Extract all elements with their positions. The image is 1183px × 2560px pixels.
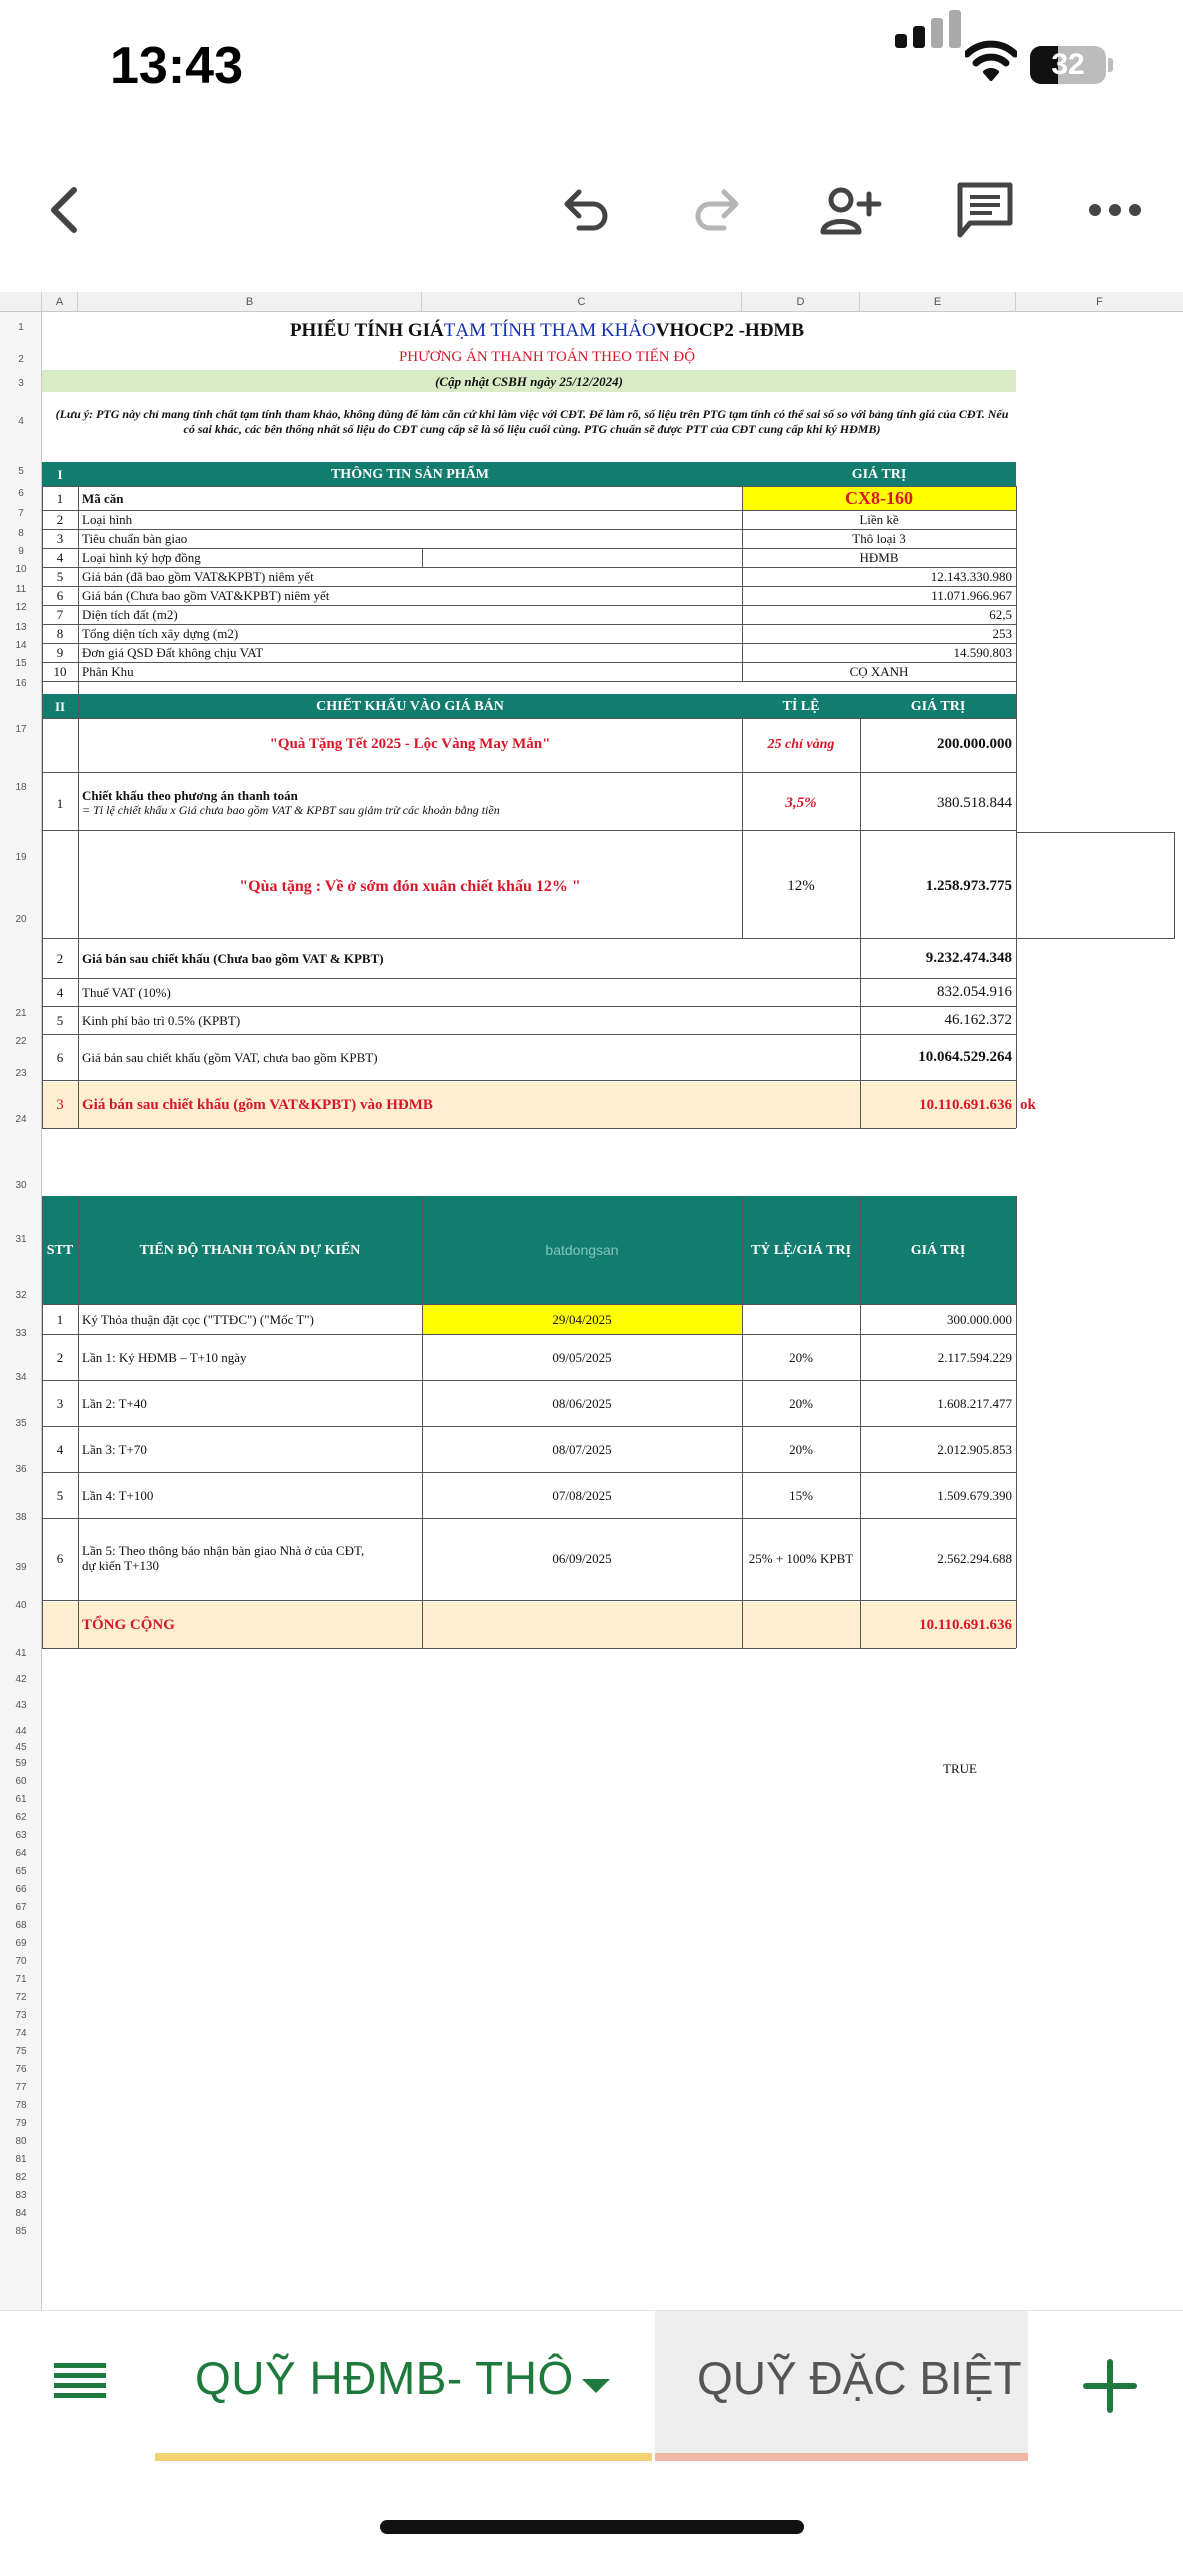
column-header-d[interactable]: D	[742, 292, 860, 312]
row-number[interactable]: 21	[15, 1008, 27, 1019]
final-row-no[interactable]: 3	[42, 1082, 78, 1128]
row-number[interactable]: 31	[15, 1234, 27, 1245]
more-button[interactable]	[1075, 170, 1155, 250]
info-row-label[interactable]: Diện tích đất (m2)	[82, 607, 178, 622]
row-number[interactable]: 60	[15, 1776, 27, 1787]
info-row-label[interactable]: Loại hình	[82, 512, 133, 527]
spreadsheet-grid[interactable]	[0, 292, 1183, 2312]
redo-button[interactable]	[678, 170, 758, 250]
battery-level: 32	[1051, 48, 1085, 81]
row-number[interactable]: 66	[15, 1884, 27, 1895]
row-number[interactable]: 82	[15, 2172, 27, 2183]
schedule-row-rate[interactable]	[742, 1304, 860, 1334]
discount-label: Chiết khấu theo phương án thanh toán	[82, 788, 298, 803]
info-row-value[interactable]: 11.071.966.967	[931, 588, 1012, 603]
section-2-number[interactable]: II	[42, 694, 78, 718]
row-number[interactable]: 19	[15, 852, 27, 863]
schedule-row-date[interactable]: 06/09/2025	[552, 1550, 612, 1566]
schedule-row-value[interactable]: 300.000.000	[947, 1311, 1012, 1327]
section-1-value-header[interactable]: GIÁ TRỊ	[742, 462, 1016, 486]
row-number[interactable]: 34	[15, 1372, 27, 1383]
info-row-no[interactable]: 10	[53, 664, 67, 679]
share-button[interactable]	[810, 170, 890, 250]
schedule-row-no[interactable]: 5	[56, 1487, 64, 1503]
title-part-3: VHOCP2 -HĐMB	[655, 319, 805, 341]
row-number[interactable]: 43	[15, 1700, 27, 1711]
schedule-row-value[interactable]: 1.509.679.390	[937, 1487, 1012, 1503]
row-number[interactable]: 9	[18, 546, 24, 557]
info-row-label[interactable]: Tiêu chuẩn bàn giao	[82, 531, 188, 546]
comment-button[interactable]	[945, 170, 1025, 250]
row-number[interactable]: 59	[15, 1758, 27, 1769]
discount-value[interactable]: 380.518.844	[937, 794, 1012, 811]
sheet-tab-bar	[0, 2310, 1183, 2460]
section-1-title[interactable]: THÔNG TIN SẢN PHẨM	[78, 462, 742, 486]
gift-2-label[interactable]: "Qùa tặng : Về ở sớm đón xuân chiết khấu 12% "	[239, 877, 581, 895]
sheet-subtitle[interactable]: PHƯƠNG ÁN THANH TOÁN THEO TIẾN ĐỘ	[398, 348, 696, 365]
battery-tip	[1108, 58, 1113, 72]
row-number[interactable]: 22	[15, 1036, 27, 1047]
final-row-value[interactable]: 10.110.691.636	[860, 1082, 1016, 1128]
clock: 13:43	[110, 37, 243, 95]
row-number[interactable]: 84	[15, 2208, 27, 2219]
home-indicator[interactable]	[380, 2520, 804, 2534]
all-sheets-button[interactable]	[40, 2341, 120, 2421]
info-row-label[interactable]: Đơn giá QSD Đất không chịu VAT	[82, 645, 264, 660]
after-row-label[interactable]: Giá bán sau chiết khấu (Chưa bao gồm VAT & KPBT)	[82, 950, 384, 966]
section-2-value-header[interactable]: GIÁ TRỊ	[860, 694, 1016, 718]
row-number[interactable]: 38	[15, 1512, 27, 1523]
row-number[interactable]: 35	[15, 1418, 27, 1429]
row-number[interactable]: 42	[15, 1674, 27, 1685]
back-button[interactable]	[26, 170, 106, 250]
sheet-tab-active-label: QUỸ HĐMB- THÔ	[195, 2352, 574, 2404]
column-header-c[interactable]: C	[422, 292, 742, 312]
chevron-down-icon[interactable]	[580, 2377, 612, 2397]
row-number[interactable]: 15	[15, 658, 27, 669]
gift-1-rate[interactable]: 25 chỉ vàng	[767, 736, 835, 752]
column-headers	[0, 292, 1183, 312]
column-header-f[interactable]: F	[1096, 296, 1103, 308]
info-row-label[interactable]: Loại hình ký hợp đồng	[82, 550, 201, 565]
schedule-row-rate[interactable]: 15%	[789, 1487, 813, 1503]
column-header-e[interactable]: E	[860, 292, 1016, 312]
schedule-row-label[interactable]: Ký Thỏa thuận đặt cọc ("TTĐC") ("Mốc T")	[82, 1311, 314, 1327]
info-row-label[interactable]: Giá bán (Chưa bao gồm VAT&KPBT) niêm yết	[82, 588, 330, 603]
after-row-no[interactable]: 2	[56, 950, 64, 966]
row-number[interactable]: 23	[15, 1068, 27, 1079]
schedule-row-value[interactable]: 2.117.594.229	[937, 1349, 1012, 1365]
row-number[interactable]: 5	[18, 466, 24, 477]
row-number[interactable]: 77	[15, 2082, 27, 2093]
schedule-row-rate[interactable]: 25% + 100% KPBT	[748, 1550, 854, 1566]
row-number[interactable]: 8	[18, 528, 24, 539]
gift-2-rate[interactable]: 12%	[787, 877, 815, 894]
schedule-row-value[interactable]: 2.562.294.688	[937, 1550, 1012, 1566]
after-row-value[interactable]: 9.232.474.348	[925, 949, 1012, 966]
row-number[interactable]: 67	[15, 1902, 27, 1913]
row-number[interactable]: 1	[18, 322, 24, 333]
schedule-row-label[interactable]: Lần 4: T+100	[82, 1487, 154, 1503]
schedule-row-no[interactable]: 4	[56, 1441, 64, 1457]
schedule-row-rate[interactable]: 20%	[789, 1441, 813, 1457]
back-arrow-icon	[36, 180, 96, 240]
info-row-no[interactable]: 8	[56, 626, 64, 641]
more-icon	[1087, 200, 1143, 220]
schedule-value-header[interactable]: GIÁ TRỊ	[860, 1196, 1016, 1304]
row-number[interactable]: 62	[15, 1812, 27, 1823]
status-bar	[0, 0, 1183, 130]
title-part-1: PHIẾU TÍNH GIÁ	[289, 319, 444, 341]
schedule-row-value[interactable]: 2.012.905.853	[937, 1441, 1012, 1457]
add-sheet-button[interactable]	[1070, 2346, 1150, 2426]
row-number[interactable]: 73	[15, 2010, 27, 2021]
discount-label-cell[interactable]	[78, 778, 742, 828]
schedule-stt-header[interactable]: STT	[42, 1196, 78, 1304]
sheet-tab-active[interactable]	[155, 2311, 652, 2461]
plus-icon	[1070, 2346, 1150, 2426]
info-row-value[interactable]: 62,5	[989, 607, 1012, 622]
sheet-toolbar	[0, 170, 1183, 280]
after-row-value[interactable]: 10.064.529.264	[918, 1048, 1012, 1065]
info-row-value[interactable]: 253	[992, 626, 1012, 641]
info-row-no[interactable]: 3	[56, 531, 64, 546]
row-number[interactable]: 69	[15, 1938, 27, 1949]
schedule-rate-header[interactable]: TỶ LỆ/GIÁ TRỊ	[742, 1196, 860, 1304]
after-row-no[interactable]: 5	[56, 1012, 64, 1028]
schedule-row-date[interactable]: 08/07/2025	[552, 1441, 612, 1457]
schedule-row-no[interactable]: 3	[56, 1395, 64, 1411]
wifi-icon	[965, 40, 1017, 86]
after-row-label[interactable]: Kinh phí bảo trì 0.5% (KPBT)	[82, 1012, 241, 1028]
add-person-icon	[817, 180, 883, 240]
info-row-value[interactable]: CỌ XANH	[849, 664, 909, 679]
row-number[interactable]: 13	[15, 622, 27, 633]
row-number[interactable]: 24	[15, 1114, 27, 1125]
row-number[interactable]: 17	[15, 724, 27, 735]
info-row-label[interactable]: Phân Khu	[82, 664, 134, 679]
schedule-row-label[interactable]: Lần 1: Ký HĐMB – T+10 ngày	[82, 1349, 247, 1365]
row-number[interactable]: 83	[15, 2190, 27, 2201]
row-number[interactable]: 75	[15, 2046, 27, 2057]
row-number[interactable]: 12	[15, 602, 27, 613]
row-number[interactable]: 61	[15, 1794, 27, 1805]
total-row-empty[interactable]	[422, 1602, 860, 1648]
row-number[interactable]: 63	[15, 1830, 27, 1841]
watermark-text: batdongsan	[545, 1241, 619, 1258]
unit-code-value[interactable]: CX8-160	[742, 486, 1016, 510]
info-row-label[interactable]: Giá bán (đã bao gồm VAT&KPBT) niêm yết	[82, 569, 314, 584]
info-row-value[interactable]: Liền kề	[859, 512, 899, 527]
row-number[interactable]: 80	[15, 2136, 27, 2147]
schedule-row-no[interactable]: 2	[56, 1349, 64, 1365]
row-number[interactable]: 2	[18, 354, 24, 365]
inactive-tab-underline	[655, 2453, 1028, 2461]
update-note[interactable]: (Cập nhật CSBH ngày 25/12/2024)	[42, 370, 1016, 392]
after-row-value[interactable]: 832.054.916	[937, 983, 1012, 1000]
row-number[interactable]: 10	[15, 564, 27, 575]
row-number[interactable]: 74	[15, 2028, 27, 2039]
row-number[interactable]: 36	[15, 1464, 27, 1475]
comment-icon	[954, 179, 1016, 241]
discount-note: = Tỉ lệ chiết khấu x Giá chưa bao gồm VAT & KPBT sau giảm trừ các khoản bằng tiền	[82, 803, 500, 817]
info-row-value[interactable]: HĐMB	[859, 550, 899, 565]
column-header-a[interactable]: A	[42, 292, 78, 312]
active-tab-underline	[155, 2453, 652, 2461]
sheet-tab-inactive[interactable]	[655, 2311, 1028, 2461]
row-number[interactable]: 20	[15, 914, 27, 925]
corner-cell[interactable]	[0, 292, 42, 312]
sheet-tab-inactive-label: QUỸ ĐẶC BIỆT	[697, 2352, 1022, 2404]
row-headers	[0, 312, 42, 2312]
row-number[interactable]: 76	[15, 2064, 27, 2075]
total-row-label[interactable]: TỔNG CỘNG	[78, 1602, 422, 1648]
info-row-no[interactable]: 4	[56, 550, 64, 565]
row-number[interactable]: 6	[18, 488, 24, 499]
row-number[interactable]: 45	[15, 1742, 27, 1753]
row-number[interactable]: 30	[15, 1180, 27, 1191]
schedule-row-date[interactable]: 08/06/2025	[552, 1395, 612, 1411]
schedule-title-header[interactable]: TIẾN ĐỘ THANH TOÁN DỰ KIẾN	[78, 1196, 422, 1304]
after-row-no[interactable]: 4	[56, 984, 64, 1000]
row-number[interactable]: 16	[15, 678, 27, 689]
schedule-row-value[interactable]: 1.608.217.477	[937, 1395, 1012, 1411]
info-row-no[interactable]: 9	[56, 645, 64, 660]
info-row-value[interactable]: 12.143.330.980	[930, 569, 1012, 584]
row-number[interactable]: 39	[15, 1562, 27, 1573]
info-row-no[interactable]: 5	[56, 569, 64, 584]
disclaimer-note[interactable]: (Lưu ý: PTG này chỉ mang tính chất tạm tính tham khảo, không dùng để làm căn cứ khi làm việc với CĐT. Để làm rõ, số liệu trên PTG tạm tính có thể sai số so với bảng tính giá của CĐT. Nếu có sai khác, các bên thống nhất số liệu do CĐT cung cấp sẽ là số liệu cuối cùng. PTG chuẩn sẽ được PTT của CĐT cung cấp khi ký HĐMB)	[55, 407, 1009, 436]
after-row-value[interactable]: 46.162.372	[944, 1011, 1012, 1028]
after-row-label[interactable]: Giá bán sau chiết khấu (gồm VAT, chưa bao gồm KPBT)	[82, 1049, 378, 1065]
row-number[interactable]: 41	[15, 1648, 27, 1659]
schedule-row-date[interactable]: 29/04/2025	[422, 1304, 742, 1334]
column-header-b[interactable]: B	[78, 292, 422, 312]
row-number[interactable]: 33	[15, 1328, 27, 1339]
schedule-date-header[interactable]	[422, 1196, 742, 1304]
row-number[interactable]: 64	[15, 1848, 27, 1859]
schedule-row-label[interactable]: Lần 3: T+70	[82, 1441, 147, 1457]
final-row-label[interactable]: Giá bán sau chiết khấu (gồm VAT&KPBT) vào HĐMB	[78, 1082, 860, 1128]
discount-no[interactable]: 1	[56, 795, 64, 811]
gift-2-value[interactable]: 1.258.973.775	[925, 877, 1012, 894]
row-number[interactable]: 4	[18, 416, 24, 427]
menu-icon	[40, 2341, 120, 2421]
total-row-no[interactable]	[42, 1602, 78, 1648]
row-number[interactable]: 79	[15, 2118, 27, 2129]
schedule-row-date[interactable]: 09/05/2025	[552, 1349, 612, 1365]
battery-icon	[1030, 46, 1106, 84]
redo-icon	[688, 180, 748, 240]
row-number[interactable]: 11	[15, 584, 27, 595]
schedule-row-rate[interactable]: 20%	[789, 1349, 813, 1365]
info-row-label[interactable]: Mã căn	[82, 490, 124, 506]
discount-rate[interactable]: 3,5%	[785, 794, 817, 811]
gift-1-label[interactable]: "Quà Tặng Tết 2025 - Lộc Vàng May Mắn"	[269, 735, 551, 752]
schedule-row-rate[interactable]: 20%	[789, 1395, 813, 1411]
row-number[interactable]: 65	[15, 1866, 27, 1877]
info-row-no[interactable]: 2	[56, 512, 64, 527]
info-row-label[interactable]: Tổng diện tích xây dựng (m2)	[82, 626, 239, 641]
section-1-number[interactable]: I	[42, 462, 78, 486]
info-row-no[interactable]: 6	[56, 588, 64, 603]
row-number[interactable]: 71	[15, 1974, 27, 1985]
section-2-title[interactable]: CHIẾT KHẤU VÀO GIÁ BÁN	[78, 694, 742, 718]
row-number[interactable]: 81	[15, 2154, 27, 2165]
final-row-ok[interactable]: ok	[1020, 1096, 1036, 1113]
section-2-rate-header[interactable]: TỈ LỆ	[742, 694, 860, 718]
row-number[interactable]: 44	[15, 1726, 27, 1737]
schedule-row-date[interactable]: 07/08/2025	[552, 1487, 612, 1503]
row-number[interactable]: 68	[15, 1920, 27, 1931]
title-part-2: TẠM TÍNH THAM KHẢO	[443, 319, 656, 341]
row-number[interactable]: 85	[15, 2226, 27, 2237]
sheet-title[interactable]	[78, 314, 1016, 346]
schedule-row-no[interactable]: 1	[56, 1311, 64, 1327]
schedule-row-label[interactable]: Lần 2: T+40	[82, 1395, 147, 1411]
row-number[interactable]: 7	[18, 508, 24, 519]
undo-button[interactable]	[545, 170, 625, 250]
info-row-no[interactable]: 7	[56, 607, 64, 622]
row-number[interactable]: 3	[18, 378, 24, 389]
true-cell[interactable]: TRUE	[943, 1760, 977, 1776]
row-number[interactable]: 40	[15, 1600, 27, 1611]
schedule-row-label[interactable]: Lần 5: Theo thông báo nhận bàn giao Nhà ở của CĐT, dự kiến T+130	[82, 1543, 365, 1573]
row-number[interactable]: 14	[15, 640, 27, 651]
row-number[interactable]: 72	[15, 1992, 27, 2003]
row-number[interactable]: 78	[15, 2100, 27, 2111]
row-number[interactable]: 18	[15, 782, 27, 793]
row-number[interactable]: 32	[15, 1290, 27, 1301]
gift-1-value[interactable]: 200.000.000	[937, 735, 1012, 752]
row-number[interactable]: 70	[15, 1956, 27, 1967]
info-row-no[interactable]: 1	[56, 490, 64, 506]
total-row-value[interactable]: 10.110.691.636	[860, 1602, 1016, 1648]
after-row-label[interactable]: Thuế VAT (10%)	[82, 984, 171, 1000]
info-row-value[interactable]: 14.590.803	[953, 645, 1012, 660]
info-row-value[interactable]: Thô loại 3	[852, 531, 906, 546]
schedule-row-no[interactable]: 6	[56, 1550, 64, 1566]
after-row-no[interactable]: 6	[56, 1049, 64, 1065]
undo-icon	[555, 180, 615, 240]
